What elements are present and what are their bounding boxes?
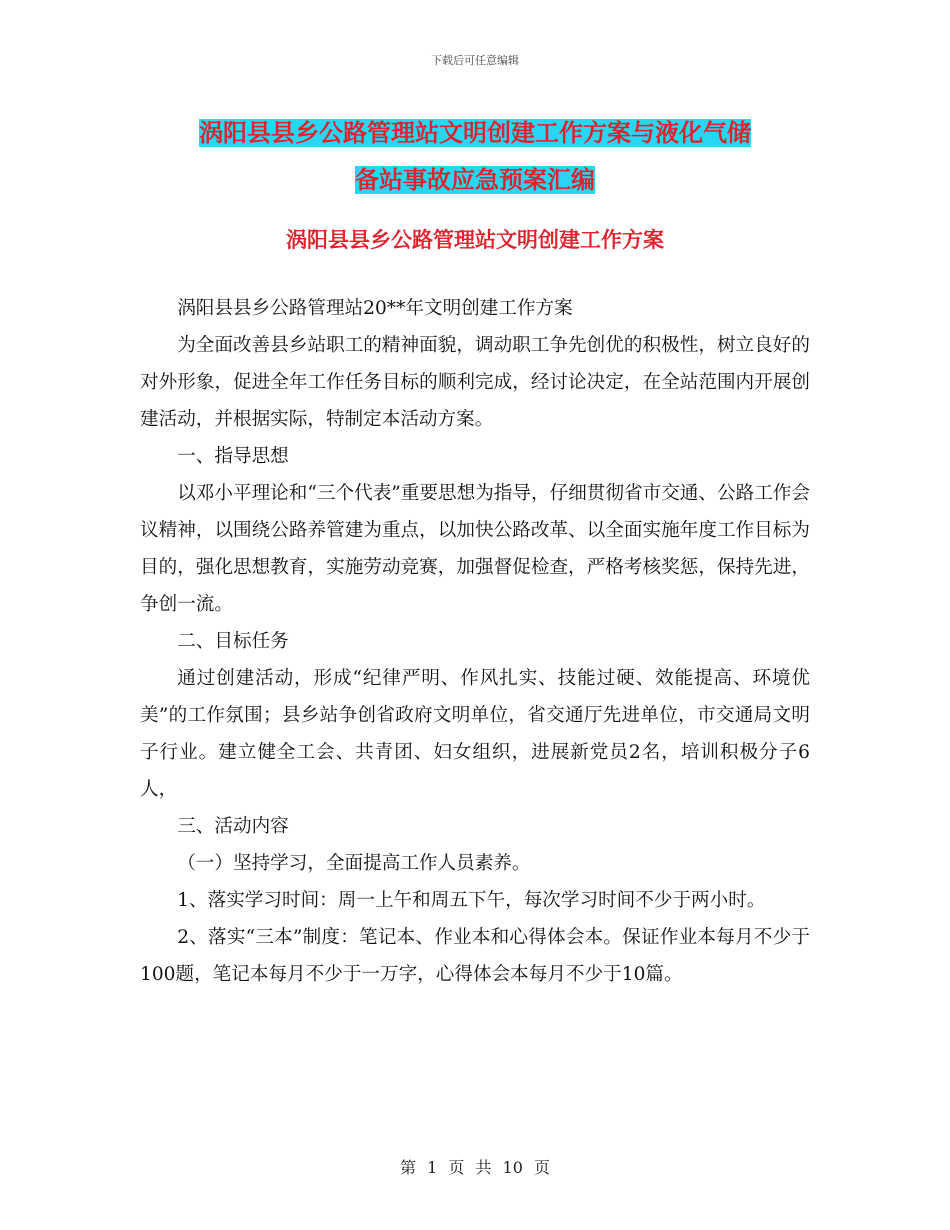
paragraph-plan-name: 涡阳县县乡公路管理站20**年文明创建工作方案 <box>177 298 573 319</box>
paragraph-goals: 通过创建活动，形成“纪律严明、作风扎实、技能过硬、效能提高、环境优美”的工作氛围；县乡站争创省政府文明单位，省交通厅先进单位，市交通局文明子行业。建立健全工会、共青团、妇女组织，进展新党员2名，培训积极分子6人， <box>140 668 810 800</box>
document-title <box>130 110 820 204</box>
heading-activities: 三、活动内容 <box>177 816 289 837</box>
header-note: 下载后可任意编辑 <box>431 54 519 67</box>
document-title-line-1: 涡阳县县乡公路管理站文明创建工作方案与液化气储 <box>199 119 751 147</box>
page-number: 第 1 页 共 10 页 <box>400 1158 550 1177</box>
paragraph-three-books: 2、落实“三本”制度：笔记本、作业本和心得体会本。保证作业本每月不少于100题，笔记本每月不少于一万字，心得体会本每月不少于10篇。 <box>140 927 810 985</box>
document-body <box>140 290 810 993</box>
document-title-line-2: 备站事故应急预案汇编 <box>355 166 595 194</box>
heading-guiding-thought: 一、指导思想 <box>177 446 289 467</box>
subheading-study: （一）坚持学习，全面提高工作人员素养。 <box>177 853 531 874</box>
paragraph-guiding-thought: 以邓小平理论和“三个代表”重要思想为指导，仔细贯彻省市交通、公路工作会议精神，以围绕公路养管建为重点，以加快公路改革、以全面实施年度工作目标为目的，强化思想教育，实施劳动竞赛，加强督促检查，严格考核奖惩，保持先进，争创一流。 <box>140 483 810 615</box>
heading-goals: 二、目标任务 <box>177 631 289 652</box>
paragraph-intro: 为全面改善县乡站职工的精神面貌，调动职工争先创优的积极性，树立良好的对外形象，促进全年工作任务目标的顺利完成，经讨论决定，在全站范围内开展创建活动，并根据实际，特制定本活动方案。 <box>140 335 810 430</box>
section-title: 涡阳县县乡公路管理站文明创建工作方案 <box>286 228 664 252</box>
paragraph-study-time: 1、落实学习时间：周一上午和周五下午，每次学习时间不少于两小时。 <box>177 890 766 911</box>
